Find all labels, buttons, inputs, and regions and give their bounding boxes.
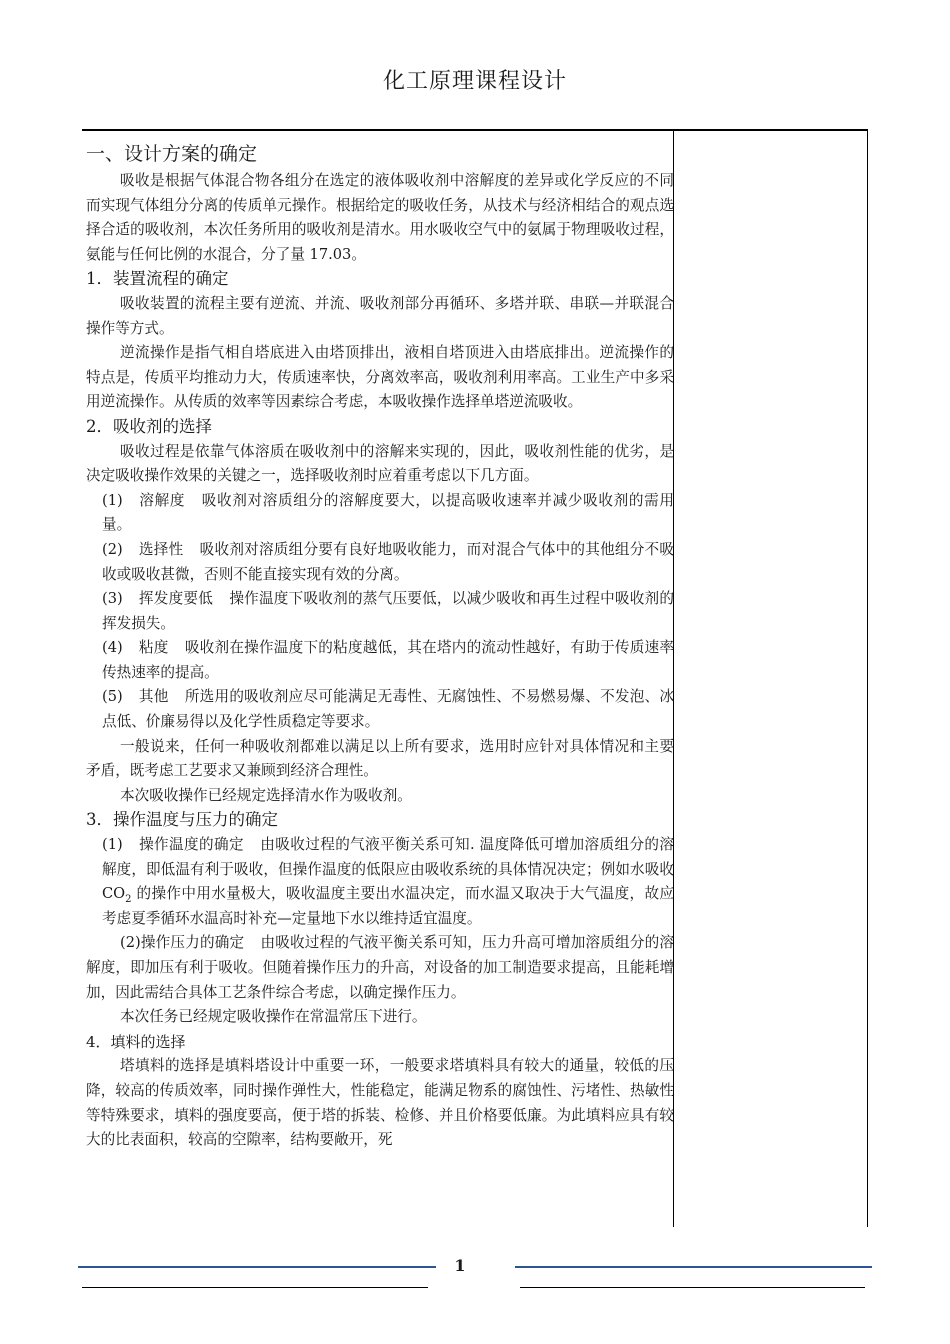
paragraph: 一般说来，任何一种吸收剂都难以满足以上所有要求，选用时应针对具体情况和主要矛盾，既考虑工艺要求又兼顾到经济合理性。 [86, 737, 674, 780]
list-item: (1) 操作温度的确定 由吸收过程的气液平衡关系可知. 温度降低可增加溶质组分的溶解度，即低温有利于吸收，但操作温度的低限应由吸收系统的具体情况决定；例如水吸收 $CO_2$ 的操作中用水量极大，吸收温度主要出水温决定，而水温又取决于大气温度，故应考虑夏季循环水温高时补充—定量地下水以维持适宜温度。 [102, 836, 674, 927]
paragraph: 塔填料的选择是填料塔设计中重要一环，一般要求塔填料具有较大的通量，较低的压降，较高的传质效率，同时操作弹性大，性能稳定，能满足物系的腐蚀性、污堵性、热敏性等特殊要求，填料的强度要高，便于塔的拆装、检修、并且价格要低廉。为此填料应具有较大的比表面积，较高的空隙率，结构要敞开，死 [86, 1057, 674, 1149]
list-item: (5) 其他 所选用的吸收剂应尽可能满足无毒性、无腐蚀性、不易燃易爆、不发泡、冰点低、价廉易得以及化学性质稳定等要求。 [102, 688, 674, 731]
footer-rule-left [82, 1287, 428, 1288]
paragraph: 吸收装置的流程主要有逆流、并流、吸收剂部分再循环、多塔并联、串联—并联混合操作等方式。 [86, 294, 674, 337]
footer-line-left [78, 1266, 436, 1268]
footer-line-right [515, 1266, 872, 1268]
intro-paragraph: 吸收是根据气体混合物各组分在选定的液体吸收剂中溶解度的差异或化学反应的不同而实现气体组分分离的传质单元操作。根据给定的吸收任务，从技术与经济相结合的观点选择合适的吸收剂，本次任务所用的吸收剂是清水。用水吸收空气中的氨属于物理吸收过程，氨能与任何比例的水混合，分了量 17.03。 [86, 172, 674, 263]
header-rule [82, 129, 868, 131]
list-item: (1) 溶解度 吸收剂对溶质组分的溶解度要大，以提高吸收速率并减少吸收剂的需用量。 [102, 491, 674, 534]
right-border [867, 129, 868, 1227]
list-item: (3) 挥发度要低 操作温度下吸收剂的蒸气压要低，以减少吸收和再生过程中吸收剂的挥发损失。 [102, 590, 674, 632]
list-item: (2)操作压力的确定 由吸收过程的气液平衡关系可知，压力升高可增加溶质组分的溶解度，即加压有利于吸收。但随着操作压力的升高，对设备的加工制造要求提高，且能耗增加，因此需结合具体工艺条件综合考虑，以确定操作压力。 [86, 934, 674, 1001]
section-heading: 一、设计方案的确定 [86, 143, 258, 165]
subsection-heading-4: 4．填料的选择 [86, 1032, 186, 1051]
footer-rule-right [520, 1287, 865, 1288]
paragraph: 逆流操作是指气相自塔底进入由塔顶排出，液相自塔顶进入由塔底排出。逆流操作的特点是，传质平均推动力大，传质速率快，分离效率高，吸收剂利用率高。工业生产中多采用逆流操作。从传质的效率等因素综合考虑，本吸收操作选择单塔逆流吸收。 [86, 344, 674, 411]
paragraph: 本次任务已经规定吸收操作在常温常压下进行。 [120, 1008, 427, 1026]
paragraph: 吸收过程是依靠气体溶质在吸收剂中的溶解来实现的，因此，吸收剂性能的优劣，是决定吸收操作效果的关键之一，选择吸收剂时应着重考虑以下几方面。 [86, 442, 674, 485]
page-number: 1 [454, 1256, 466, 1275]
list-item: (4) 粘度 吸收剂在操作温度下的粘度越低，其在塔内的流动性越好，有助于传质速率传热速率的提高。 [102, 639, 674, 681]
subsection-heading-3: 3．操作温度与压力的确定 [86, 810, 278, 830]
subsection-heading-1: 1．装置流程的确定 [86, 269, 229, 289]
document-body [86, 139, 674, 1153]
page-title: 化工原理课程设计 [382, 69, 567, 94]
paragraph: 本次吸收操作已经规定选择清水作为吸收剂。 [120, 786, 412, 804]
list-item: (2) 选择性 吸收剂对溶质组分要有良好地吸收能力，而对混合气体中的其他组分不吸收或吸收甚微，否则不能直接实现有效的分离。 [102, 540, 674, 583]
subsection-heading-2: 2．吸收剂的选择 [86, 416, 212, 436]
